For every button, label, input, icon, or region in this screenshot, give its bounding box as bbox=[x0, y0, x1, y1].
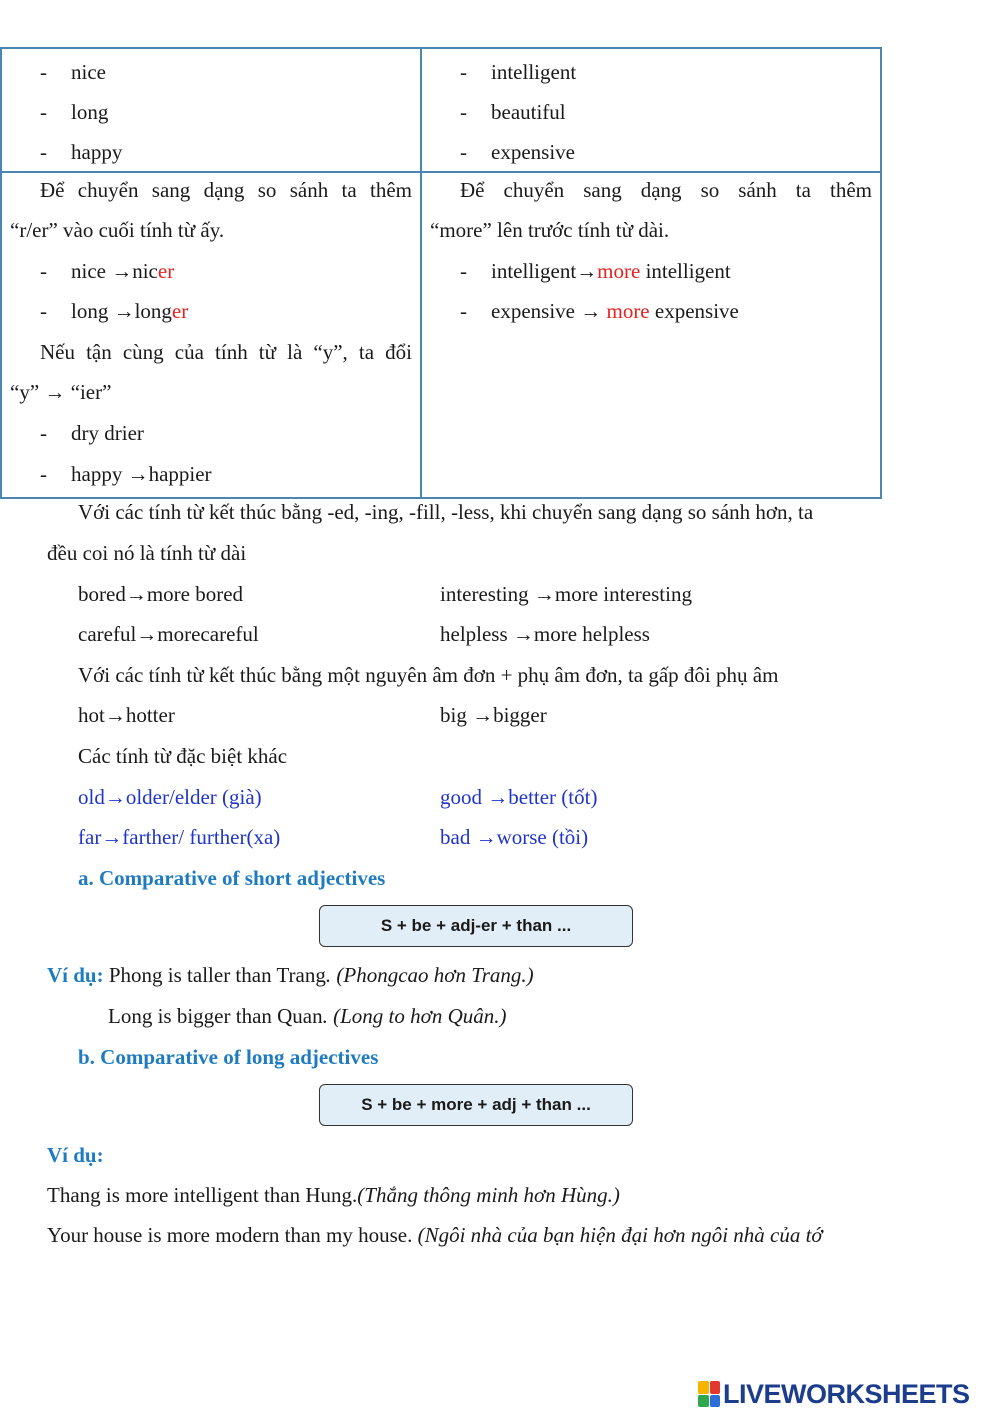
rule-text: “y” → “ier” bbox=[10, 380, 112, 404]
list-item: - bbox=[460, 60, 467, 84]
section-a-heading: a. Comparative of short adjectives bbox=[78, 866, 386, 890]
list-item-label: nice bbox=[71, 60, 106, 84]
example-big: big →bigger bbox=[440, 703, 547, 727]
liveworksheets-logo-text: LIVEWORKSHEETS bbox=[723, 1378, 970, 1409]
list-item: - bbox=[460, 299, 467, 323]
section-a-example-1: Ví dụ: Phong is taller than Trang. (Phongcao hơn Trang.) bbox=[47, 963, 534, 987]
list-item: - bbox=[40, 259, 47, 283]
example-item: dry drier bbox=[71, 421, 144, 445]
example-bored: bored→more bored bbox=[78, 582, 244, 606]
short-adjectives-cell bbox=[1, 48, 421, 172]
ed-ing-rule-cont: đều coi nó là tính từ dài bbox=[47, 541, 247, 565]
list-item: - bbox=[460, 259, 467, 283]
list-item-label: beautiful bbox=[491, 100, 566, 124]
list-item: - bbox=[40, 462, 47, 486]
section-a-example-2: Long is bigger than Quan. (Long to hơn Quân.) bbox=[108, 1004, 507, 1028]
example-far: far→farther/ further(xa) bbox=[78, 825, 281, 849]
rule-text: “r/er” vào cuối tính từ ấy. bbox=[10, 218, 225, 242]
example-interesting: interesting →more interesting bbox=[440, 582, 692, 606]
example-helpless: helpless →more helpless bbox=[440, 622, 650, 646]
example-old: old→older/elder (già) bbox=[78, 785, 262, 809]
list-item: - bbox=[460, 100, 467, 124]
example-careful: careful→morecareful bbox=[78, 622, 259, 646]
list-item-label: long bbox=[71, 100, 109, 124]
rule-text: “more” lên trước tính từ dài. bbox=[430, 218, 670, 242]
section-b-heading: b. Comparative of long adjectives bbox=[78, 1045, 379, 1069]
list-item-label: expensive bbox=[491, 140, 575, 164]
list-item: - bbox=[40, 140, 47, 164]
special-adjectives-title: Các tính từ đặc biệt khác bbox=[78, 744, 288, 768]
rule-text: Để chuyển sang dạng so sánh ta thêm bbox=[40, 178, 412, 202]
long-adjective-formula: S + be + more + adj + than ... bbox=[319, 1084, 633, 1126]
short-rule-cell bbox=[1, 172, 421, 498]
section-b-example-label: Ví dụ: bbox=[47, 1143, 104, 1167]
vowel-consonant-rule: Với các tính từ kết thúc bằng một nguyên âm đơn + phụ âm đơn, ta gấp đôi phụ âm bbox=[78, 663, 779, 687]
section-b-example-1: Thang is more intelligent than Hung.(Thắng thông minh hơn Hùng.) bbox=[47, 1183, 620, 1207]
section-b-example-2: Your house is more modern than my house. (Ngôi nhà của bạn hiện đại hơn ngôi nhà của tớ bbox=[47, 1223, 823, 1247]
list-item: - bbox=[460, 140, 467, 164]
ed-ing-rule: Với các tính từ kết thúc bằng -ed, -ing, -fill, -less, khi chuyển sang dạng so sánh hơn, ta bbox=[78, 500, 814, 524]
rule-text: Nếu tận cùng của tính từ là “y”, ta đổi bbox=[40, 340, 412, 364]
long-rule-cell bbox=[421, 172, 881, 498]
example-good: good →better (tốt) bbox=[440, 785, 598, 809]
example-hot: hot→hotter bbox=[78, 703, 175, 727]
example-item: happy →happier bbox=[71, 462, 212, 486]
example-item: expensive → more expensive bbox=[491, 299, 739, 323]
list-item-label: happy bbox=[71, 140, 123, 164]
list-item: - bbox=[40, 100, 47, 124]
comparison-table bbox=[0, 47, 882, 499]
long-adjectives-cell bbox=[421, 48, 881, 172]
example-item: nice →nicer bbox=[71, 259, 175, 283]
example-bad: bad →worse (tồi) bbox=[440, 825, 589, 849]
short-adjective-formula: S + be + adj-er + than ... bbox=[319, 905, 633, 947]
list-item: - bbox=[40, 60, 47, 84]
example-item: intelligent→more intelligent bbox=[491, 259, 731, 283]
liveworksheets-logo bbox=[698, 1377, 970, 1411]
list-item: - bbox=[40, 299, 47, 323]
example-item: long →longer bbox=[71, 299, 189, 323]
list-item: - bbox=[40, 421, 47, 445]
list-item-label: intelligent bbox=[491, 60, 577, 84]
rule-text: Để chuyển sang dạng so sánh ta thêm bbox=[460, 178, 872, 202]
liveworksheets-logo-icon bbox=[698, 1381, 720, 1407]
